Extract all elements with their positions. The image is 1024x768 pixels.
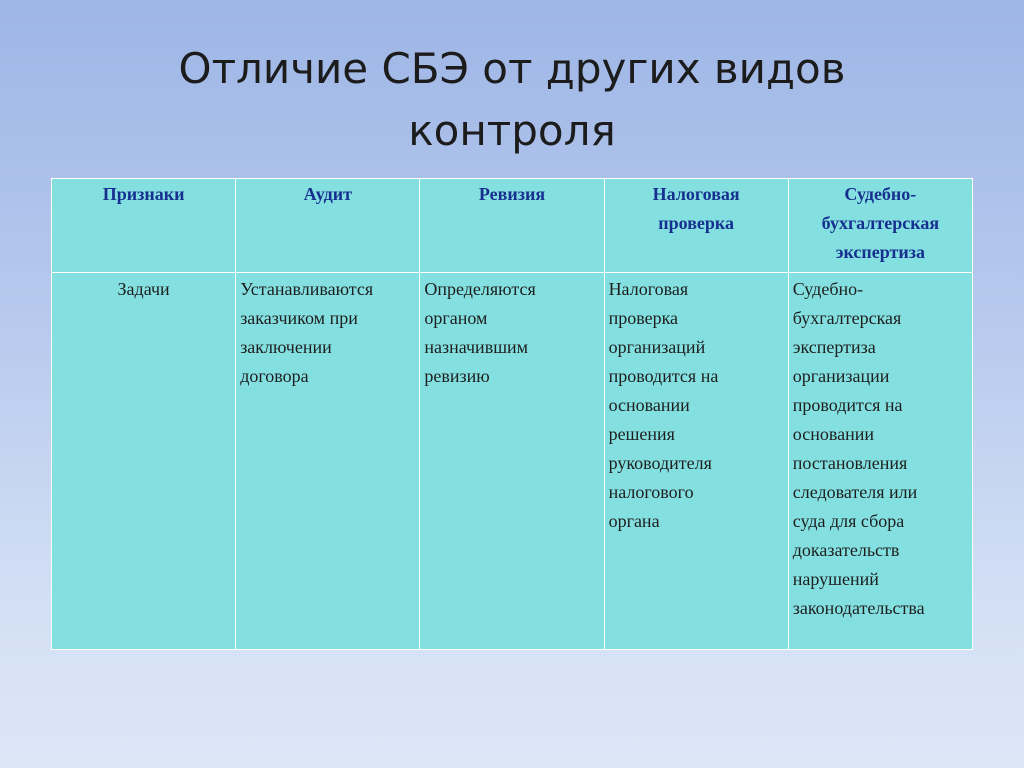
header-forensic-accounting-expertise: Судебно- бухгалтерская экспертиза	[789, 179, 972, 272]
comparison-table	[51, 178, 973, 650]
comparison-table-container	[51, 178, 973, 650]
header-criteria: Признаки	[52, 179, 235, 272]
header-tax-inspection: Налоговая проверка	[605, 179, 788, 272]
cell-tax-inspection-tasks: Налоговая проверка организаций проводится на основании решения руководителя налогового органа	[605, 273, 788, 649]
cell-forensic-expertise-tasks: Судебно- бухгалтерская экспертиза организации проводится на основании постановления следователя или суда для сбора доказательств нарушений законодательства	[789, 273, 972, 649]
row-label-tasks: Задачи	[52, 273, 235, 649]
header-audit: Аудит	[236, 179, 419, 272]
slide-title: Отличие СБЭ от других видов контроля	[178, 44, 846, 155]
table-header-row	[52, 179, 972, 272]
header-revision: Ревизия	[420, 179, 603, 272]
cell-audit-tasks: Устанавливаются заказчиком при заключении договора	[236, 273, 419, 649]
table-row	[52, 273, 972, 649]
cell-revision-tasks: Определяются органом назначившим ревизию	[420, 273, 603, 649]
